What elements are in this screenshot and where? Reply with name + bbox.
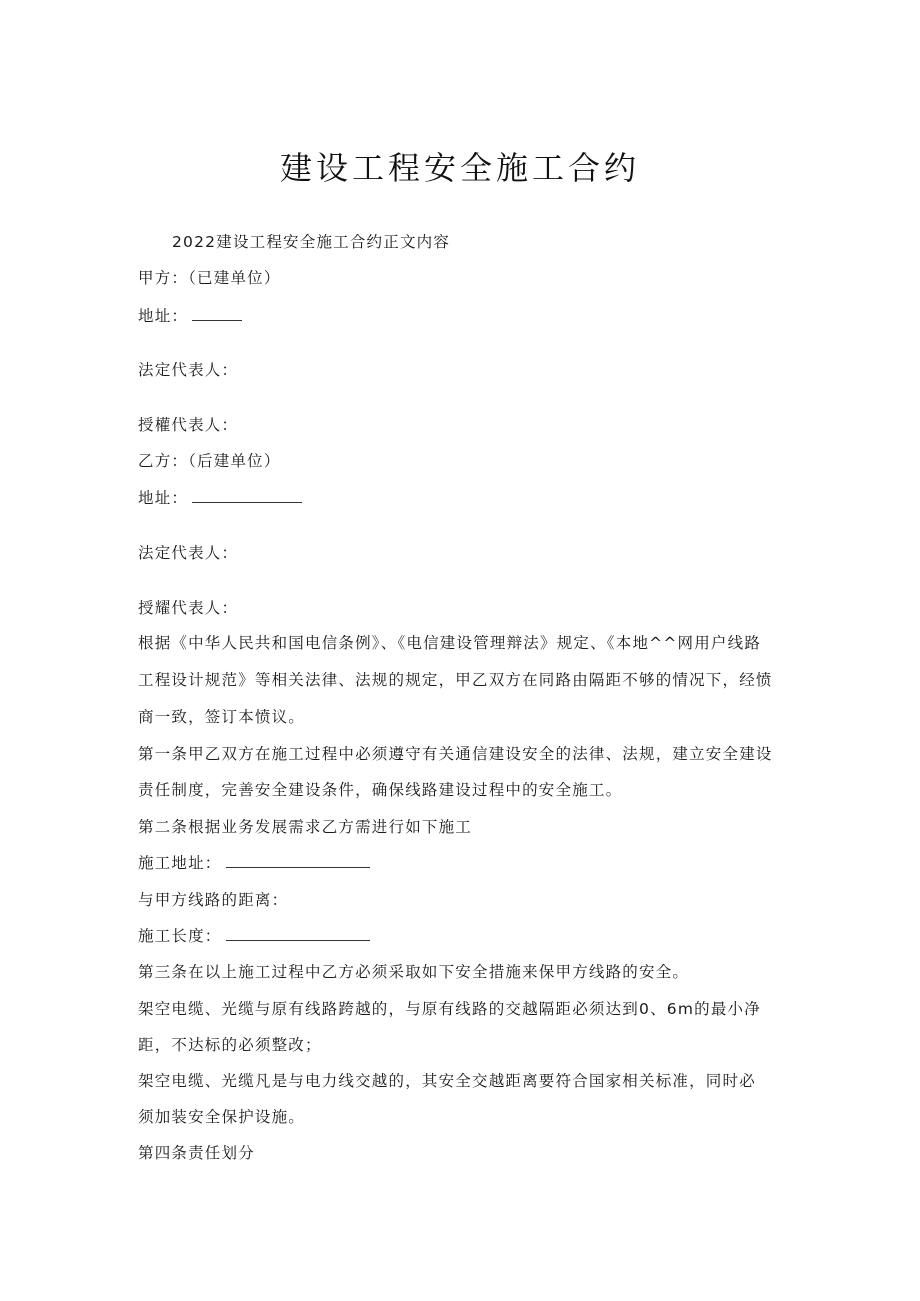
construction-address-line (138, 852, 370, 874)
subtitle: 2022建设工程安全施工合约正文内容 (172, 233, 451, 251)
document-title: 建设工程安全施工合约 (279, 149, 640, 187)
address-a-line (138, 305, 242, 327)
construction-length-label: 施工长度： (138, 927, 222, 945)
article-1-line-1: 第一条甲乙双方在施工过程中必须遵守有关通信建设安全的法律、法规，建立安全建设 (138, 745, 773, 763)
measure-2-line-1: 架空电缆、光缆凡是与电力线交越的，其安全交越距离要符合国家相关标准，同时必 (138, 1072, 756, 1090)
article-2-line: 第二条根据业务发展需求乙方需进行如下施工 (138, 818, 473, 836)
article-3-line: 第三条在以上施工过程中乙方必须采取如下安全措施来保甲方线路的安全。 (138, 963, 690, 981)
party-b-line: 乙方：（后建单位） (138, 452, 281, 470)
article-4-line: 第四条责任划分 (138, 1144, 255, 1162)
measure-2-line-2: 须加装安全保护设施。 (138, 1108, 306, 1126)
measure-1-line-2: 距，不达标的必须整改； (138, 1036, 322, 1054)
address-b-blank (192, 488, 302, 503)
address-a-label: 地址： (138, 307, 189, 325)
construction-length-line (138, 925, 370, 947)
measure-1-line-1: 架空电缆、光缆与原有线路跨越的，与原有线路的交越隔距必须达到0、6m的最小净 (138, 1000, 761, 1018)
legal-rep-b-line: 法定代表人： (138, 544, 239, 562)
construction-address-blank (226, 853, 370, 868)
auth-rep-a-line: 授權代表人： (138, 416, 239, 434)
legal-rep-a-line: 法定代表人： (138, 361, 239, 379)
preamble-line-2: 工程设计规范》等相关法律、法规的规定，甲乙双方在同路由隔距不够的情况下，经愤 (138, 671, 773, 689)
preamble-line-1: 根据《中华人民共和国电信条例》、《电信建设管理辩法》规定、《本地^^网用户线路 (138, 634, 762, 652)
address-b-line (138, 487, 302, 509)
distance-line: 与甲方线路的距离： (138, 891, 289, 909)
construction-length-blank (226, 926, 370, 941)
article-1-line-2: 责任制度，完善安全建设条件，确保线路建设过程中的安全施工。 (138, 781, 623, 799)
auth-rep-b-line: 授耀代表人： (138, 599, 239, 617)
party-a-line: 甲方：（已建单位） (138, 269, 281, 287)
address-b-label: 地址： (138, 489, 189, 507)
construction-address-label: 施工地址： (138, 854, 222, 872)
preamble-line-3: 商一致，签订本愤议。 (138, 708, 306, 726)
address-a-blank (192, 306, 242, 321)
